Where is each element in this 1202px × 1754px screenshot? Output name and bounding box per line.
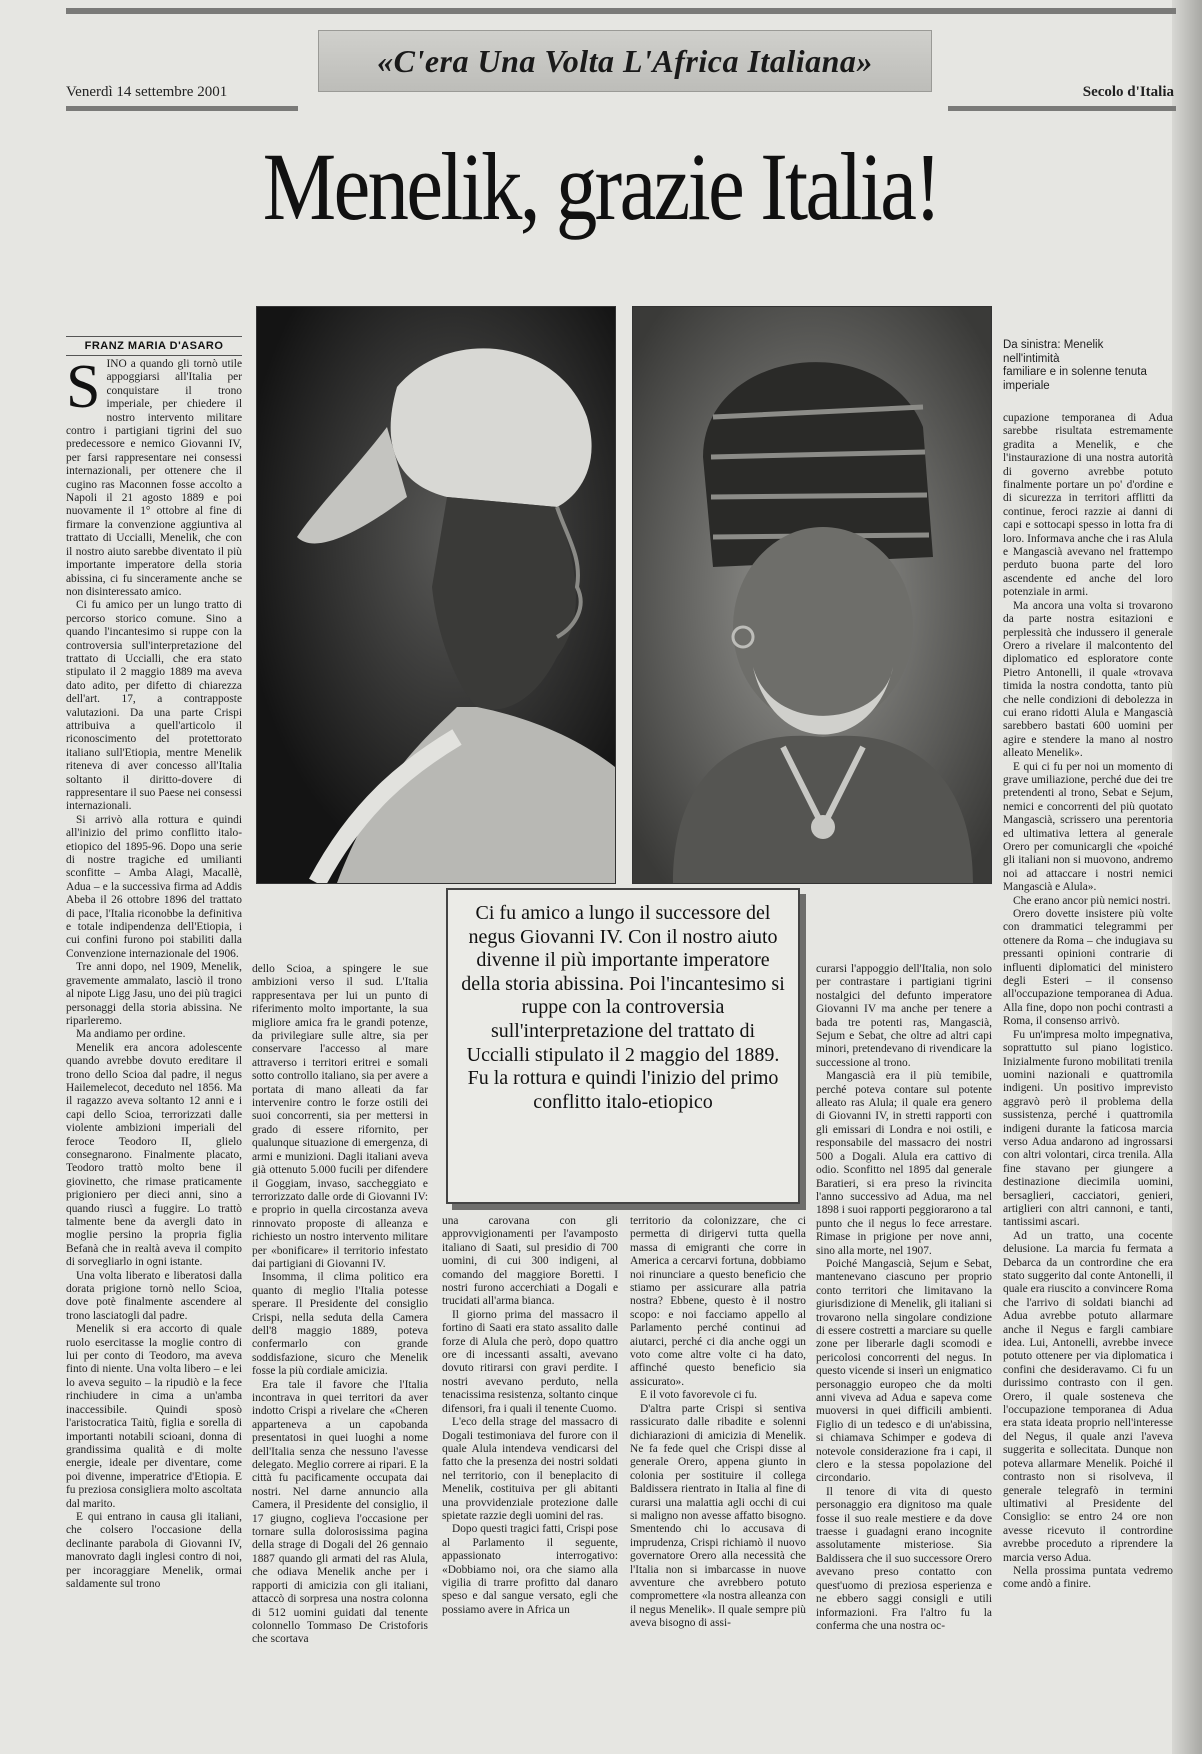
article-column-6 [1003, 412, 1173, 1738]
paragraph: Si arrivò alla rottura e quindi all'inizio del primo conflitto italo-etiopico del 1895-96. Dopo una serie di nostre tragiche ed umilianti sconfitte – Amba Alagi, Macallè, Adua – e la successiva firma ad Addis Abeba il 26 ottobre 1896 del trattato di pace, l'Italia riconobbe la definitiva e totale indipendenza dell'Etiopia, i cui confini furono poi stabiliti dalla Convenzione internazionale del 1906. [66, 813, 242, 960]
header-rule-right [948, 106, 1176, 111]
portrait-menelik-familiar-icon [257, 307, 615, 883]
issue-date: Venerdì 14 settembre 2001 [66, 84, 228, 100]
photo-portrait-left [256, 306, 616, 884]
paragraph: Ad un tratto, una cocente delusione. La marcia fu fermata a Debarca da un contrordine che era stato suggerito dal conte Antonelli, il quale era riuscito a convincere Roma che l'arrivo di soldati bianchi ad Adua avrebbe potuto allarmare anche il Negus e fargli cambiare idea. Lui, Antonelli, avrebbe invece potuto ottenere per via diplomatica i confini che desideravamo. Ci fu un durissimo contrasto con il gen. Orero, il quale sosteneva che l'occupazione temporanea di Adua era stata ideata proprio nell'interesse del Negus, il quale anzi l'aveva suggerita e sollecitata. Dunque non poteva allarmare Menelik. Poiché il contrasto non si risolveva, il generale telegrafò in termini ultimativi al Presidente del Consiglio: se entro 24 ore non avesse ricevuto il contrordine avrebbe proceduto a riprendere la marcia verso Adua. [1003, 1229, 1173, 1564]
paragraph: Tre anni dopo, nel 1909, Menelik, gravemente ammalato, lasciò il trono al nipote Ligg Jasu, uno dei più tragici personaggi della storia abissina. Ne riparleremo. [66, 961, 242, 1027]
paragraph: Poiché Mangascià, Sejum e Sebat, mantenevano ciascuno per proprio conto territori che limitavano la giurisdizione di Menelik, gli italiani si trovarono nella singolare condizione di essere costretti a marciare su quelle zone per liberarle dagli scomodi e pericolosi concorrenti del negus. In questo vicende si inserì un enigmatico personaggio europeo che da molti anni viveva ad Adua e sapeva come muoversi in quei difficili ambienti. Figlio di un tedesco e di un'abissina, si chiamava Schimper e godeva di notevole considerazione fra i capi, il clero e la stessa popolazione del circondario. [816, 1257, 992, 1485]
paragraph: Ma ancora una volta si trovarono da parte nostra esitazioni e perplessità che indussero il generale Orero a rivelare il malcontento del diplomatico ed esploratore conte Pietro Antonelli, il quale «trovava timida la nostra condotta, tanto più che nelle condizioni di debolezza in cui erano ridotti Alula e Mangascià sarebbero bastati 600 uomini per agire e stendere la mano al nostro alleato Menelik». [1003, 599, 1173, 760]
headline: Menelik, grazie Italia! [262, 133, 940, 240]
paragraph: Menelik si era accorto di quale ruolo esercitasse la moglie contro di lui per conto di Teodoro, ma aveva finto di niente. Una volta libero – e lei lo aveva seguito – la ripudiò e la fece rinchiudere in cima a un'amba inaccessibile. Quindi sposò l'aristocratica Taitù, figlia e sorella di importanti notabili scioani, donna di grandissima qualità e di molte energie, ideale per diventare, come poi divenne, imperatrice d'Etiopia. E fu preziosa consigliera molto ascoltata dal marito. [66, 1323, 242, 1510]
paragraph: Ci fu amico per un lungo tratto di percorso storico comune. Sino a quando l'incantesimo si ruppe con la controversia sull'interpretazione del trattato di Uccialli, che era stato stipulato il 2 maggio 1889 ma aveva dato adito, per difetto di chiarezza dell'art. 17, a contrapposte valutazioni. Da una parte Crispi attribuiva a quell'articolo il riconoscimento del protettorato italiano sull'Etiopia, mentre Menelik riteneva di aver concesso all'Italia soltanto il diritto-dovere di rappresentare il suo Paese nei consessi internazionali. [66, 599, 242, 813]
paragraph: curarsi l'appoggio dell'Italia, non solo per contrastare i partigiani tigrini nostalgici del defunto imperatore Giovanni IV ma anche per tenere a bada tre potenti ras, Mangascià, Sejum e Sebat, che oltre ad altri capi minori, pretendevano di rivendicare la successione al trono. [816, 963, 992, 1069]
paragraph: Fu un'impresa molto impegnativa, soprattutto sul piano logistico. Inizialmente furono mobilitati trenila uomini nazionali e quattromila indigeni. Un positivo imprevisto aggravò però il problema della sussistenza, perché i quattromila indigeni durante la faticosa marcia verso Adua andarono ad ingrossarsi con altri volontari, circa trenila. Alla fine stavano per giungere a destinazione diecimila uomini, bersaglieri, cacciatori, genieri, artiglieri con altri cannoni, e tanti, tantissimi ascari. [1003, 1028, 1173, 1229]
paragraph: Era tale il favore che l'Italia incontrava in quei territori da aver indotto Crispi a rivelare che «Cheren apparteneva a un capobanda presentatosi in quei luoghi a nome dell'Italia senza che nessuno l'avesse delegato. Meglio correre ai ripari. E la città fu pacificamente occupata dai nostri. Nel darne annuncio alla Camera, il Presidente del consiglio, il 17 giugno, coglieva l'occasione per tornare sulla dolorosissima pagina della strage di Dogali del 26 gennaio 1887 quando gli armati del ras Alula, che odiava Menelik anche per i rapporti di amicizia con gli italiani, attaccò di sorpresa una nostra colonna di 512 uomini guidati dal tenente colonnello Tommaso De Cristoforis che scortava [252, 1378, 428, 1646]
paragraph: E il voto favorevole ci fu. [640, 1389, 758, 1402]
paragraph: Una volta liberato e liberatosi dalla dorata prigione tornò nello Scioa, dove potè finalmente ascendere al trono lasciatogli dal padre. [66, 1269, 242, 1322]
article-column-1 [66, 358, 242, 1738]
paragraph: Nella prossima puntata vedremo come andò a finire. [1003, 1564, 1173, 1591]
top-rule [66, 8, 1176, 14]
pull-quote-box [446, 888, 800, 1204]
portrait-menelik-imperial-icon [633, 307, 991, 883]
caption-line: Da sinistra: Menelik [1003, 339, 1104, 351]
paragraph: Ma andiamo per ordine. [76, 1028, 186, 1041]
paragraph: E qui ci fu per noi un momento di grave umiliazione, perché due dei tre pretendenti al trono, Sebat e Sejum, nemici e concorrenti del più quotato Mangascià, scrissero una perentoria ed ultimativa lettera al generale Orero per comunicargli che «poiché gli italiani non si muovono, andremo noi ad attaccare i nostri nemici Mangascià e Alula». [1003, 760, 1173, 894]
article-column-3 [442, 1215, 618, 1738]
paragraph: Orero dovette insistere più volte con drammatici telegrammi per ottenere da Roma – che indugiava su pressanti opinioni contrarie di influenti diplomatici del ministero degli Esteri – il consenso all'occupazione temporanea di Adua. Alla fine, dopo non pochi contrasti a Roma, il consenso arrivò. [1003, 908, 1173, 1028]
paragraph: Dopo questi tragici fatti, Crispi pose al Parlamento il seguente, appassionato interrogativo: «Dobbiamo noi, ora che siamo alla vigilia di trarre profitto dal danaro speso e dal sangue versato, egli che possiamo avere in Africa un [442, 1523, 618, 1616]
pull-quote-text: Ci fu amico a lungo il successore del negus Giovanni IV. Con il nostro aiuto divenne il più importante imperatore della storia abissina. Poi l'incantesimo si ruppe con la controversia sull'interpretazione del trattato di Uccialli stipulato il 2 maggio del 1889. Fu la rottura e quindi l'inizio del primo conflitto italo-etiopico [461, 902, 785, 1113]
paragraph: Menelik era ancora adolescente quando avrebbe dovuto ereditare il trono dello Scioa dal padre, il negus Hailemelecot, deceduto nel 1856. Ma il ragazzo aveva soltanto 12 anni e i capi dello Scioa, terrorizzati dalle violente ambizioni imperiali del feroce Teodoro II, glielo consegnarono. Finalmente placato, Teodoro trattò molto bene il giovinetto, che rimase praticamente prigioniero per dieci anni, sino a quando riuscì a fuggire. Lo trattò talmente bene da avergli dato in moglie persino la propria figlia Befanà che in realtà aveva il compito di sorvegliarlo in ogni istante. [66, 1041, 242, 1269]
caption-line: imperiale [1003, 379, 1050, 392]
paragraph: territorio da colonizzare, che ci permetta di dirigervi tutta quella massa di emigranti che corre in America a cercarvi fortuna, dobbiamo noi rinunciare a questo beneficio che stiamo per assicurare alla patria nostra? Ebbene, questo è il nostro scopo: e noi facciamo appello al Parlamento perché continui ad aiutarci, perché ci dia anche oggi un voto come altre volte ci ha dato, affinché questo beneficio sia assicurato». [630, 1215, 806, 1388]
newspaper-name: Secolo d'Italia [1082, 84, 1174, 100]
article-column-2 [252, 963, 428, 1738]
paragraph: cupazione temporanea di Adua sarebbe risultata estremamente gradita a Menelik, e che l'instaurazione di una nostra autorità di governo avrebbe potuto finalmente portare un po' d'ordine e di sicurezza in territori afflitti da continue, feroci razzie ai danni di capi e sottocapi spesso in lotta fra di loro. Informava anche che i ras Alula e Mangascià avevano nel frattempo perduto buona parte del loro ascendente ed anche del loro potenziale in armi. [1003, 412, 1173, 599]
section-banner [318, 30, 932, 92]
section-banner-title: «C'era Una Volta L'Africa Italiana» [377, 42, 873, 79]
paragraph: E qui entrano in causa gli italiani, che colsero l'occasione della declinante parabola di Giovanni IV, manovrato dagli inglesi contro di noi, per incoraggiare Menelik, ormai saldamente sul trono [66, 1510, 242, 1590]
paragraph: D'altra parte Crispi si sentiva rassicurato dalle ribadite e solenni dichiarazioni di amicizia di Menelik. Ne fa fede quel che Crispi disse al generale Orero, appena giunto in colonia per sostituire il collega Baldissera rientrato in Italia al fine di curarsi una malattia agli occhi di cui si maligno non avesse affatto bisogno. Smentendo chi lo accusava di imprudenza, Crispi richiamò il nuovo governatore Orero alla necessità che l'Italia non si imbarcasse in nuove avventure che avrebbero potuto compromettere «la nostra alleanza con il negus Menelik». Il quale sempre più aveva bisogno di assi- [630, 1402, 806, 1630]
caption-line: nell'intimità [1003, 352, 1060, 365]
paragraph: una carovana con gli approvvigionamenti per l'avamposto italiano di Saati, sul presidio di 700 uomini, di cui 300 indigeni, al comando del maggiore Boretti. I nostri furono accerchiati a Dogali e trucidati all'arma bianca. [442, 1215, 618, 1308]
photo-caption [1003, 339, 1173, 393]
paragraph: INO a quando gli tornò utile appoggiarsi all'Italia per conquistare il trono imperiale, per chiedere il nostro intervento militare contro i partigiani tigrini del suo predecessore e nemico Giovanni IV, per farsi rappresentare nei consessi internazionali, per ottenere che il cugino ras Maconnen fosse accolto a Napoli il 21 agosto 1889 e poi nuovamente il 1° ottobre al fine di firmare la convenzione aggiuntiva al trattato di Uccialli, Menelik, che con il nostro aiuto sarebbe diventato il più importante imperatore della storia abissina, ci fu sinceramente anche se non disinteressato amico. [66, 358, 242, 598]
photo-portrait-right [632, 306, 992, 884]
paragraph: Il tenore di vita di questo personaggio era dignitoso ma quale fosse il suo reale mestiere e da dove traesse i guadagni erano incognite assolutamente misteriose. Sia Baldissera che il suo successore Orero avevano preso contatto con quest'uomo di preziosa esperienza e ne ebbero saggi consigli e utili informazioni. Fra l'altro fu la conferma che una nostra oc- [816, 1485, 992, 1632]
page-edge-shadow [1172, 0, 1202, 1754]
article-column-4 [630, 1215, 806, 1738]
article-column-5 [816, 963, 992, 1738]
paragraph: Il giorno prima del massacro il fortino di Saati era stato assalito dalle forze di Alula che però, dopo quattro ore di incessanti assalti, avevano dovuto ritirarsi con gravi perdite. I nostri avevano perduto, nella tenacissima resistenza, soltanto cinque difensori, fra i quali il tenente Cuomo. [442, 1308, 618, 1415]
caption-line: familiare e in solenne tenuta [1003, 366, 1147, 378]
byline: FRANZ MARIA D'ASARO [66, 336, 242, 356]
header-rule-left [66, 106, 298, 111]
paragraph: L'eco della strage del massacro di Dogali testimoniava del furore con il quale Alula intendeva vendicarsi del fatto che la presenza dei nostri soldati nel territorio, con il beneplacito di Menelik, costituiva per gli abitanti una provvidenziale protezione dalle spietate razzie degli uomini del ras. [442, 1416, 618, 1522]
paragraph: Mangascià era il più temibile, perché poteva contare sul potente alleato ras Alula; il quale era genero di Giovanni IV, in stretti rapporti con gli emissari di Londra e noi ostili, e responsabile del massacro dei nostri 500 a Dogali. Alula era cattivo di odio. Sconfitto nel 1895 dal generale Baratieri, si era preso la rivincita l'anno successivo ad Adua, ma nel 1898 i suoi rapporti peggiorarono a tal punto che il negus lo fece arrestare. Rimase in prigione per nove anni, sino alla morte, nel 1907. [816, 1070, 992, 1257]
paragraph: dello Scioa, a spingere le sue ambizioni verso il sud. L'Italia rappresentava per lui un punto di riferimento molto importante, la sua migliore amica fra le grandi potenze, da privilegiare sulle altre, sia per conservare l'accesso al mare attraverso i territori eritrei e somali sotto controllo italiano, sia per avere a portata di mano alleati da far intervenire contro le forze ostili dei suoi concorrenti, sia per mettersi in grado di essere rifornito, per qualunque situazione di emergenza, di armi e munizioni. Dagli italiani aveva già ottenuto 5.000 fucili per difendere il Goggiam, invaso, saccheggiato e terrorizzato dalle orde di Giovanni IV: e proprio in quella circostanza aveva rinnovato proposte di alleanza e richiesto un nostro intervento militare per «bonificare» il territorio infestato dai partigiani di Giovanni IV. [252, 963, 428, 1270]
paragraph: Che erano ancor più nemici nostri. [1013, 894, 1171, 907]
dropcap: S [66, 358, 101, 421]
paragraph: Insomma, il clima politico era quanto di meglio l'Italia potesse sperare. Il Presidente del consiglio Crispi, nella seduta della Camera dell'8 maggio 1889, poteva confermarlo con grande soddisfazione, sicuro che Menelik fosse la più cordiale amicizia. [252, 1271, 428, 1378]
